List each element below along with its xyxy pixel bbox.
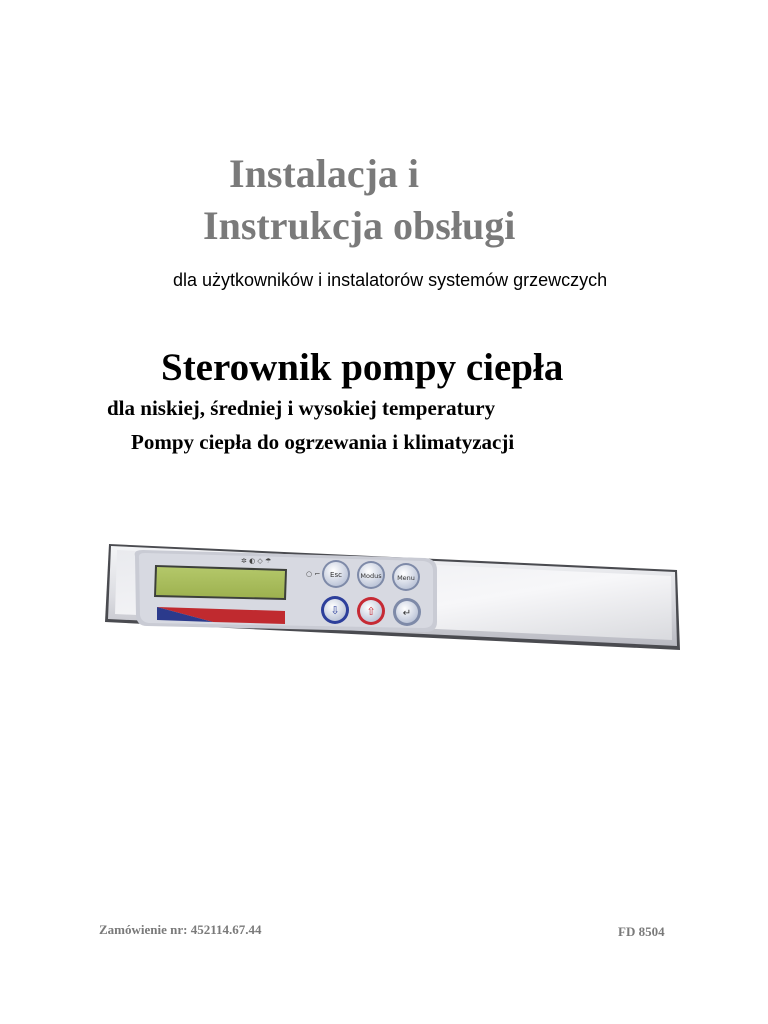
svg-text:Esc: Esc xyxy=(330,571,342,579)
svg-text:⇩: ⇩ xyxy=(330,604,340,617)
product-name: Sterownik pompy ciepła xyxy=(161,346,564,389)
modus-button xyxy=(357,561,385,589)
svg-text:Modus: Modus xyxy=(360,572,382,580)
svg-text:✲ ◐ ◇ ☂: ✲ ◐ ◇ ☂ xyxy=(241,557,272,565)
document-title-line2: Instrukcja obsługi xyxy=(203,203,516,248)
esc-button xyxy=(322,560,350,588)
svg-text:↵: ↵ xyxy=(402,608,412,619)
order-number: Zamówienie nr: 452114.67.44 xyxy=(99,922,262,937)
up-arrow-button xyxy=(357,597,385,625)
document-title-line1: Instalacja i xyxy=(229,151,419,196)
svg-text:○ ⌐: ○ ⌐ xyxy=(306,570,321,578)
product-subtitle-application: Pompy ciepła do ogrzewania i klimatyzacji xyxy=(131,430,515,454)
audience-subtitle: dla użytkowników i instalatorów systemów grzewczych xyxy=(173,270,608,290)
menu-button xyxy=(392,563,420,591)
svg-text:Menu: Menu xyxy=(397,574,415,582)
enter-button xyxy=(393,598,421,626)
controller-device-image xyxy=(103,540,683,652)
document-code: FD 8504 xyxy=(618,924,665,939)
down-arrow-button xyxy=(321,596,349,624)
product-subtitle-temperature: dla niskiej, średniej i wysokiej temperatury xyxy=(107,396,496,420)
svg-text:⇧: ⇧ xyxy=(366,605,376,618)
